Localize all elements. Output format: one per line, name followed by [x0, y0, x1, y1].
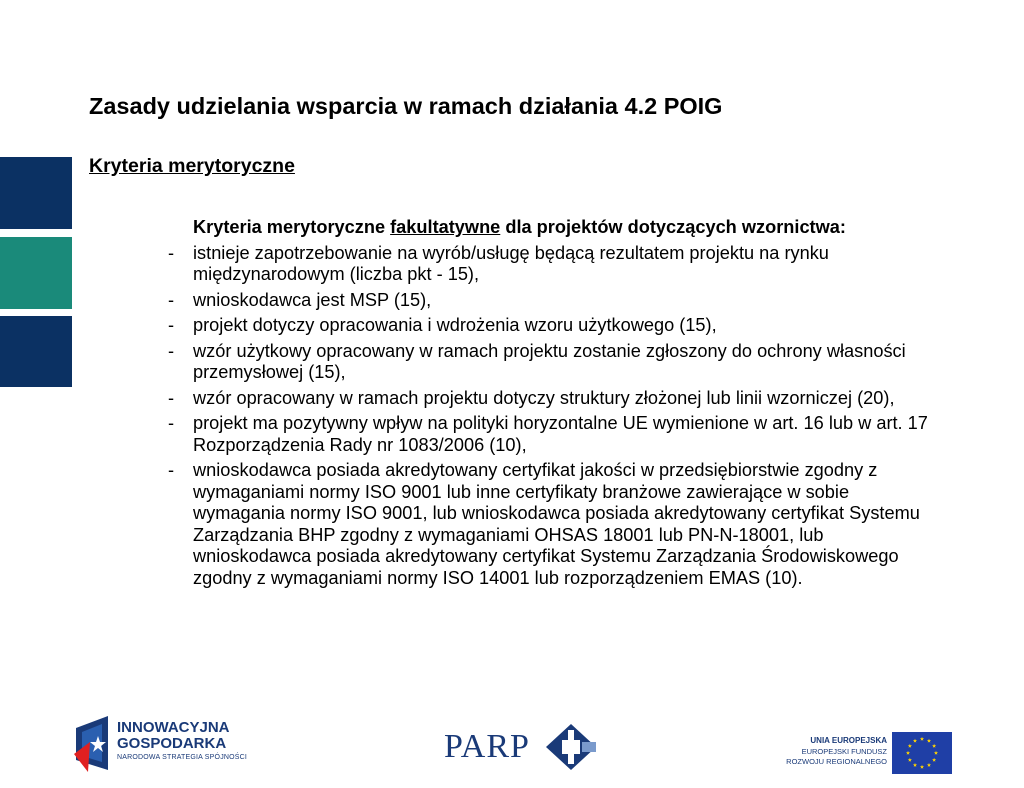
criteria-item	[168, 242, 938, 286]
criteria-item-text: istnieje zapotrzebowanie na wyrób/usługę będącą rezultatem projektu na rynku międzynarodowym (liczba pkt - 15),	[193, 242, 829, 284]
criteria-item	[168, 315, 938, 337]
criteria-item-text: wzór opracowany w ramach projektu dotyczy struktury złożonej lub linii wzorniczej (20),	[193, 387, 895, 408]
bullet-dash: -	[168, 315, 175, 335]
criteria-item	[168, 413, 938, 456]
innowacyjna-line2: GOSPODARKA	[117, 735, 227, 752]
criteria-list	[168, 242, 938, 590]
side-block-teal	[0, 237, 72, 309]
bullet-dash: -	[168, 340, 175, 361]
bullet-dash: -	[168, 242, 175, 263]
eu-flag-icon	[892, 732, 952, 774]
intro-emphasis: fakultatywne	[390, 217, 501, 237]
side-block-navy-top	[0, 157, 72, 229]
eu-line3: ROZWOJU REGIONALNEGO	[786, 757, 887, 766]
eu-logo	[780, 730, 952, 776]
criteria-item	[168, 340, 938, 384]
bullet-dash: -	[168, 387, 175, 408]
criteria-content	[168, 217, 938, 593]
parp-text: PARP	[444, 728, 530, 765]
eu-line2: EUROPEJSKI FUNDUSZ	[801, 747, 887, 756]
innowacyjna-gospodarka-logo	[72, 714, 252, 776]
innowacyjna-line1: INNOWACYJNA	[117, 719, 230, 736]
criteria-item-text: wnioskodawca posiada akredytowany certyfikat jakości w przedsiębiorstwie zgodny z wymaganiami normy ISO 9001 lub inne certyfikaty branżowe zawierające w sobie wymagania normy ISO 9001, lub wnioskodawca posiada akredytowany certyfikat Systemu Zarządzania BHP zgodny z wymaganiami OHSAS 18001 lub PN-N-18001, lub wnioskodawca posiada akredytowany certyfikat Systemu Zarządzania Środowiskowego zgodny z wymaganiami normy ISO 14001 lub rozporządzeniem EMAS (10).	[193, 460, 920, 588]
criteria-intro	[193, 217, 938, 239]
innowacyjna-emblem-icon	[72, 714, 116, 776]
bullet-dash: -	[168, 289, 175, 310]
criteria-item	[168, 289, 938, 312]
criteria-item-text: wnioskodawca jest MSP (15),	[193, 289, 432, 310]
bullet-dash: -	[168, 413, 175, 433]
side-block-navy-bottom	[0, 316, 72, 387]
bullet-dash: -	[168, 460, 175, 480]
slide-subtitle: Kryteria merytoryczne	[89, 155, 295, 177]
intro-text-after: dla projektów dotyczących wzornictwa:	[500, 217, 846, 237]
criteria-item	[168, 460, 938, 589]
eu-line1: UNIA EUROPEJSKA	[810, 736, 887, 745]
parp-logo	[444, 722, 602, 772]
criteria-item-text: projekt ma pozytywny wpływ na polityki horyzontalne UE wymienione w art. 16 lub w art. 17 Rozporządzenia Rady nr 1083/2006 (10),	[193, 413, 928, 455]
criteria-item-text: wzór użytkowy opracowany w ramach projektu zostanie zgłoszony do ochrony własności przemysłowej (15),	[193, 340, 906, 382]
criteria-item-text: projekt dotyczy opracowania i wdrożenia wzoru użytkowego (15),	[193, 315, 717, 335]
slide-title: Zasady udzielania wsparcia w ramach działania 4.2 POIG	[89, 93, 723, 119]
innowacyjna-line3: NARODOWA STRATEGIA SPÓJNOŚCI	[117, 754, 248, 761]
parp-emblem-icon	[542, 722, 600, 772]
criteria-item	[168, 387, 938, 410]
intro-text-before: Kryteria merytoryczne	[193, 217, 391, 237]
